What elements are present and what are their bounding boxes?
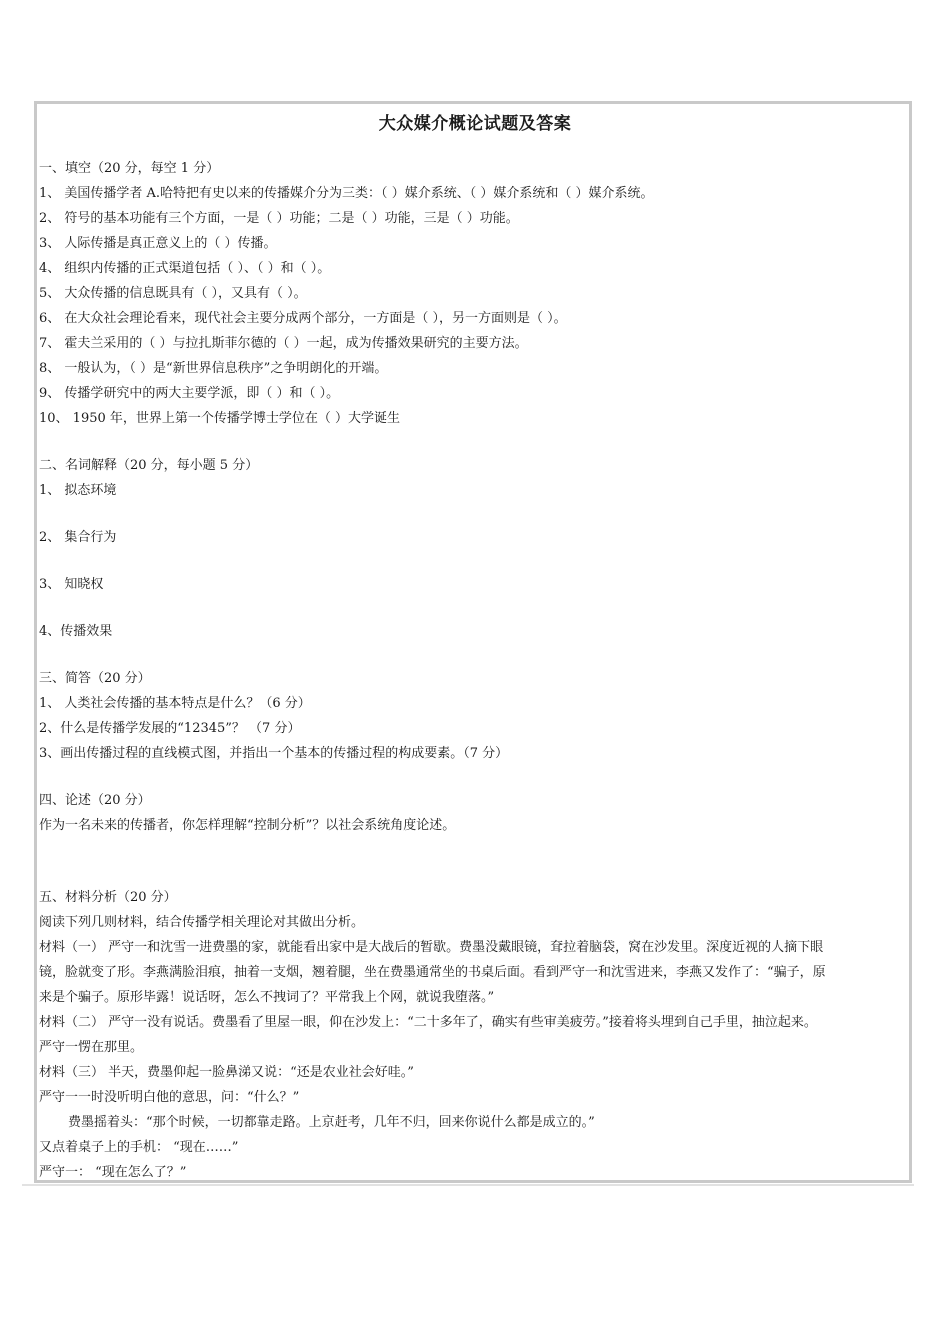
material-line-4: 来是个骗子。原形毕露！说话呀，怎么不拽词了？平常我上个网，就说我堕落。”	[39, 990, 495, 1005]
material-line-5: 材料（二） 严守一没有说话。费墨看了里屋一眼，仰在沙发上：“二十多年了，确实有些审美疲劳。”接着将头埋到自己手里，抽泣起来。	[39, 1015, 817, 1030]
term-item-4: 4、传播效果	[39, 624, 113, 639]
frame-shadow	[22, 1184, 914, 1186]
document-title: 大众媒介概论试题及答案	[378, 114, 572, 134]
fill-item-3: 3、 人际传播是真正意义上的（ ）传播。	[39, 236, 277, 251]
term-item-1: 1、 拟态环境	[39, 483, 117, 498]
material-line-7: 材料（三） 半天，费墨仰起一脸鼻涕又说：“还是农业社会好哇。”	[39, 1065, 414, 1080]
section-heading-fill: 一、填空（20 分，每空 1 分）	[39, 161, 220, 176]
short-item-3: 3、画出传播过程的直线模式图，并指出一个基本的传播过程的构成要素。（7 分）	[39, 746, 509, 761]
term-item-3: 3、 知晓权	[39, 577, 104, 592]
short-item-2: 2、什么是传播学发展的“12345”？ （7 分）	[39, 721, 301, 736]
fill-item-10: 10、 1950 年，世界上第一个传播学博士学位在（ ）大学诞生	[39, 411, 401, 426]
section-heading-terms: 二、名词解释（20 分，每小题 5 分）	[39, 458, 259, 473]
essay-question: 作为一名未来的传播者，你怎样理解“控制分析”？以社会系统角度论述。	[39, 818, 456, 833]
section-heading-essay: 四、论述（20 分）	[39, 793, 151, 808]
fill-item-9: 9、 传播学研究中的两大主要学派，即（ ）和（ ）。	[39, 386, 340, 401]
fill-item-5: 5、 大众传播的信息既具有（ ），又具有（ ）。	[39, 286, 307, 301]
section-heading-short: 三、简答（20 分）	[39, 671, 151, 686]
material-line-2: 材料（一） 严守一和沈雪一进费墨的家，就能看出家中是大战后的暂歇。费墨没戴眼镜，耷拉着脑袋，窝在沙发里。深度近视的人摘下眼	[39, 940, 824, 955]
fill-item-1: 1、 美国传播学者 A.哈特把有史以来的传播媒介分为三类：（ ）媒介系统、（ ）媒介系统和（ ）媒介系统。	[39, 186, 654, 201]
fill-item-6: 6、 在大众社会理论看来，现代社会主要分成两个部分，一方面是（ ），另一方面则是（ ）。	[39, 311, 567, 326]
short-item-1: 1、 人类社会传播的基本特点是什么？（6 分）	[39, 696, 311, 711]
material-line-11: 严守一： “现在怎么了？”	[39, 1165, 187, 1180]
material-line-8: 严守一一时没听明白他的意思，问：“什么？”	[39, 1090, 300, 1105]
fill-item-2: 2、 符号的基本功能有三个方面，一是（ ）功能；二是（ ）功能，三是（ ）功能。	[39, 211, 519, 226]
material-line-1: 阅读下列几则材料，结合传播学相关理论对其做出分析。	[39, 915, 365, 930]
fill-item-7: 7、 霍夫兰采用的（ ）与拉扎斯菲尔德的（ ）一起，成为传播效果研究的主要方法。	[39, 336, 528, 351]
material-line-6: 严守一愣在那里。	[39, 1040, 144, 1055]
term-item-2: 2、 集合行为	[39, 530, 117, 545]
material-line-3: 镜，脸就变了形。李燕满脸泪痕，抽着一支烟，翘着腿，坐在费墨通常坐的书桌后面。看到严守一和沈雪进来，李燕又发作了：“骗子，原	[39, 965, 826, 980]
material-line-10: 又点着桌子上的手机： “现在……”	[39, 1140, 239, 1155]
fill-item-8: 8、 一般认为，（ ）是“新世界信息秩序”之争明朗化的开端。	[39, 361, 388, 376]
section-heading-material: 五、材料分析（20 分）	[39, 890, 177, 905]
material-line-9: 费墨摇着头：“那个时候，一切都靠走路。上京赶考，几年不归，回来你说什么都是成立的。”	[68, 1115, 595, 1130]
fill-item-4: 4、 组织内传播的正式渠道包括（ ）、（ ）和（ ）。	[39, 261, 331, 276]
